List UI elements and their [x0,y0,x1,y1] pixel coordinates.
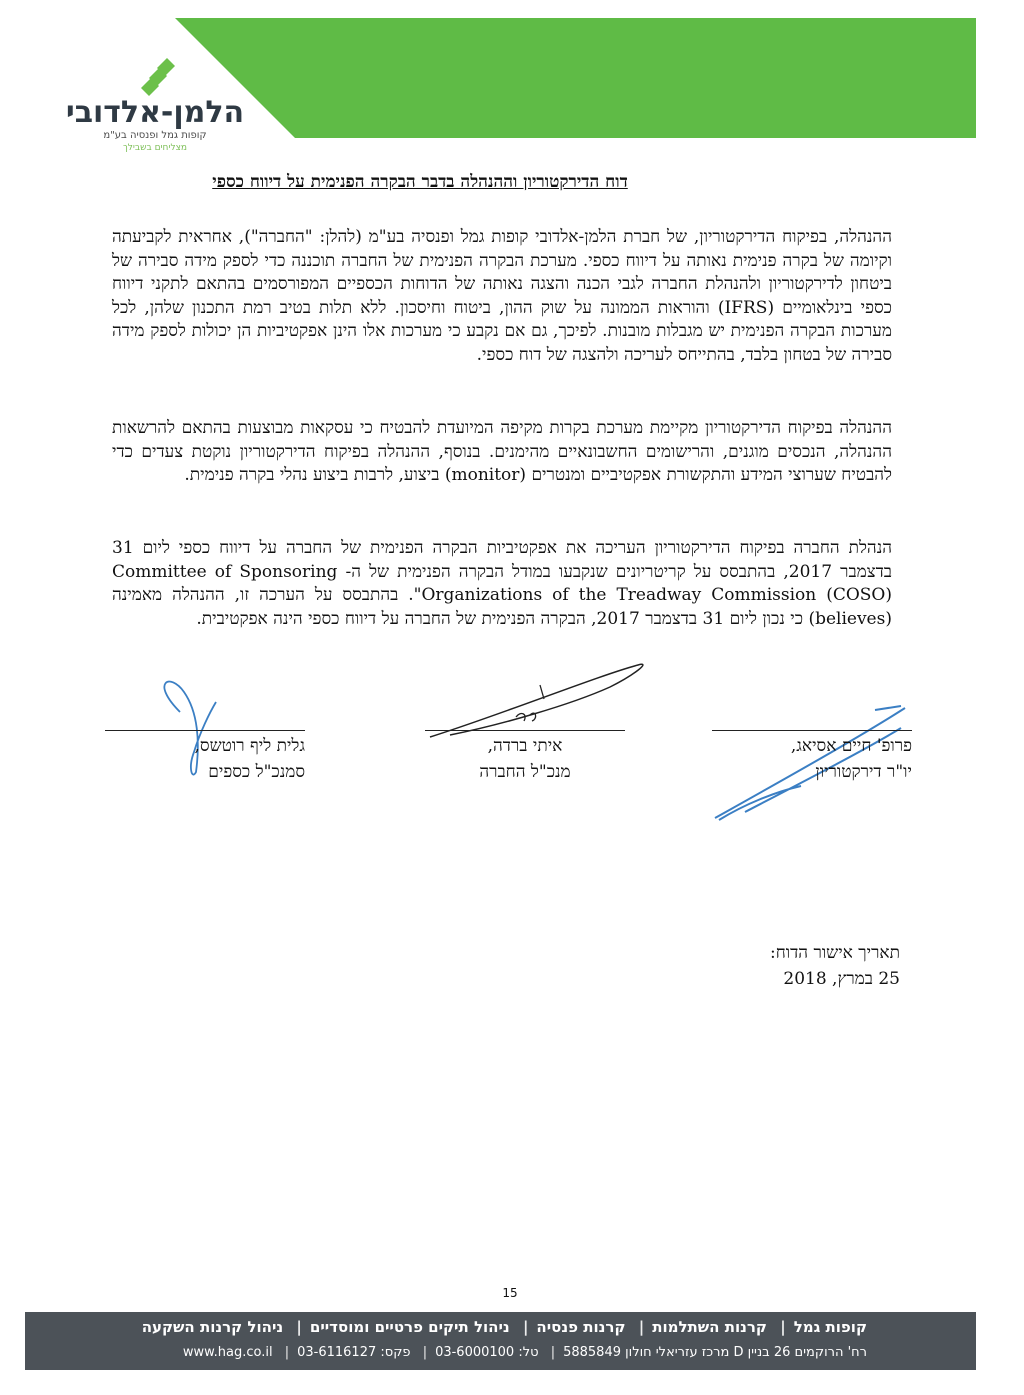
footer-service: קופות גמל [793,1318,867,1336]
page-number: 15 [502,1286,518,1300]
footer-separator: | [284,1345,290,1360]
footer-address: רח' הרוקמים 26 בניין D מרכז עזריאלי חולון 5885849 [563,1345,867,1360]
footer-service: קרנות השתלמות [652,1318,767,1336]
signature-line [105,730,305,731]
paragraph-responsibility: ההנהלה, בפיקוח הדירקטוריון, של חברת הלמן-אלדובי קופות גמל ופנסיה בע"מ (להלן: "החברה"), אחראית לקביעתה וקיומה של בקרה פנימית נאותה על דיווח כספי. מערכת הבקרה הפנימית של החברה תוכננה כדי לספק מידה סבירה של ביטחון לדירקטוריון ולהנהלת החברה לגבי הכנה והצגה נאותה של הדוחות הכספיים המפורסמים בהתאם לתקני דיווח כספי בינלאומיים (IFRS) והוראות הממונה על שוק ההון, ביטוח וחיסכון. ללא תלות בטיב רמת התכנון שלהן, לכל מערכות הבקרה הפנימית יש מגבלות מובנות. לפיכך, גם אם נקבע כי מערכות אלו הינן אפקטיביות הן יכולות לספק מידה סבירה של בטחון בלבד, בהתייחס לעריכה ולהצגה של דוח כספי. [112,227,893,365]
logo-subtitle: קופות גמל ופנסיה בע"מ [103,130,207,141]
logo-name: הלמן-אלדובי [65,95,245,130]
footer-separator: | [550,1345,556,1360]
footer-service: קרנות פנסיה [536,1318,626,1336]
footer-contact [125,1345,871,1360]
footer-service: ניהול קרנות השקעה [141,1318,284,1336]
signature-line [425,730,625,731]
footer-separator: | [780,1318,786,1336]
footer-separator: | [522,1318,529,1336]
document-title: דוח הדירקטוריון וההנהלה בדבר הבקרה הפנימית על דיווח כספי [212,172,628,192]
signatory-chairman [712,730,912,785]
footer-fax: פקס: 03-6116127 [297,1345,411,1360]
footer-separator: | [422,1345,428,1360]
paragraph-assessment: הנהלת החברה בפיקוח הדירקטוריון העריכה את אפקטיביות הבקרה הפנימית של החברה על דיווח כספי ליום 31 בדצמבר 2017, בהתבסס על קריטריונים שנקבעו במודל הבקרה הפנימית של ה- Committee of Sponsoring Organizations of the Treadway Commission (COSO)". בהתבסס על הערכה זו, ההנהלה מאמינה (believes) כי נכון ליום 31 בדצמבר 2017, הבקרה הפנימית של החברה על דיווח כספי הינה אפקטיבית. [112,538,892,629]
company-logo [65,58,245,153]
signatory-role: סמנכ"ל כספים [208,762,305,782]
approval-date: 25 במרץ, 2018 [783,969,900,989]
footer-services [141,1318,871,1336]
footer-separator: | [296,1318,302,1336]
approval-date-block [600,940,900,992]
signatory-cfo [105,730,305,785]
logo-mark-icon [135,58,179,98]
signatory-name: גלית ליף רוטשס, [194,736,305,756]
signatory-role: מנכ"ל החברה [479,762,571,782]
signature-line [712,730,912,731]
signatory-role: יו"ר דירקטוריון [815,762,912,782]
signatory-ceo [425,730,625,785]
signatory-name: איתי ברדה, [487,736,563,756]
footer-band [25,1312,976,1370]
paragraph-controls: ההנהלה בפיקוח הדירקטוריון מקיימת מערכת בקרות מקיפה המיועדת להבטיח כי עסקאות מבוצעות בהתאם להרשאות ההנהלה, הנכסים מוגנים, והרישומים החשבונאיים מהימנים. בנוסף, ההנהלה בפיקוח הדירקטוריון נוקטת צעדים כדי להבטיח שערוצי המידע והתקשורת אפקטיביים ומנטרים (monitor) ביצוע, לרבות ביצוע נהלי בקרה פנימית. [112,418,892,485]
header-band [25,18,976,153]
footer-website-link[interactable]: www.hag.co.il [182,1345,273,1360]
footer-phone: טל: 03-6000100 [435,1345,539,1360]
logo-tagline: מצליחים בשבילך [122,143,188,153]
footer-service: ניהול תיקים פרטיים ומוסדיים [309,1318,510,1336]
approval-label: תאריך אישור הדוח: [769,943,900,963]
signatory-name: פרופ' חיים אסיאג, [790,736,912,756]
footer-separator: | [638,1318,645,1336]
